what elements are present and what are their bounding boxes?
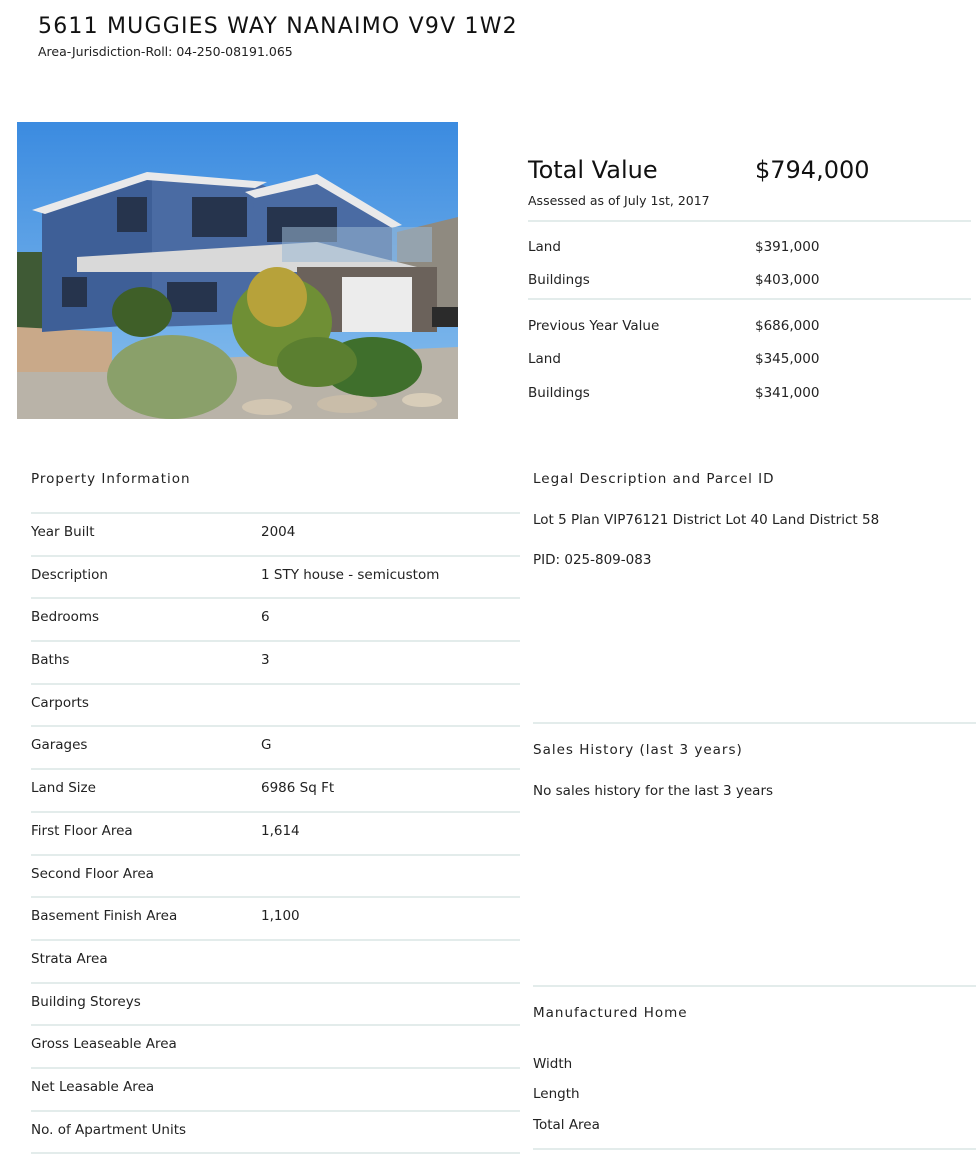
row-label: No. of Apartment Units [31, 1121, 187, 1138]
roll-number: Area-Jurisdiction-Roll: 04-250-08191.065 [38, 44, 293, 59]
row-label: Second Floor Area [31, 865, 154, 882]
row-label: Carports [31, 694, 89, 711]
previous-buildings-value: $341,000 [755, 385, 820, 401]
divider [528, 298, 971, 300]
row-label: First Floor Area [31, 822, 133, 839]
previous-year-label: Previous Year Value [528, 318, 660, 334]
previous-land-value: $345,000 [755, 351, 820, 367]
row-label: Gross Leaseable Area [31, 1036, 177, 1053]
row-value: 6 [261, 609, 270, 626]
row-value: 1 STY house - semicustom [261, 566, 440, 583]
divider [533, 722, 976, 724]
sales-history-text: No sales history for the last 3 years [533, 783, 774, 799]
current-buildings-label: Buildings [528, 272, 590, 288]
house-photo [17, 122, 458, 419]
table-row [31, 512, 520, 555]
divider [533, 985, 976, 987]
table-row [31, 1110, 520, 1155]
row-label: Bedrooms [31, 609, 100, 626]
row-value: 6986 Sq Ft [261, 780, 335, 797]
row-label: Garages [31, 737, 88, 754]
house-photo-icon [17, 122, 458, 419]
current-land-value: $391,000 [755, 239, 820, 255]
table-row [31, 555, 520, 598]
table-row [31, 597, 520, 640]
table-row [31, 982, 520, 1025]
legal-heading: Legal Description and Parcel ID [533, 471, 775, 487]
row-value: G [261, 737, 272, 754]
width-label: Width [533, 1056, 573, 1072]
table-row [31, 1024, 520, 1067]
table-row [31, 811, 520, 854]
legal-description: Lot 5 Plan VIP76121 District Lot 40 Land District 58 [533, 512, 880, 528]
current-buildings-value: $403,000 [755, 272, 820, 288]
total-value-label: Total Value [528, 156, 658, 184]
assessed-date: Assessed as of July 1st, 2017 [528, 193, 710, 208]
divider [533, 1148, 976, 1150]
row-label: Land Size [31, 780, 96, 797]
row-value: 1,614 [261, 822, 300, 839]
table-row [31, 939, 520, 982]
sales-history-heading: Sales History (last 3 years) [533, 742, 743, 758]
page-title: 5611 MUGGIES WAY NANAIMO V9V 1W2 [38, 14, 518, 39]
previous-buildings-label: Buildings [528, 385, 590, 401]
row-label: Baths [31, 652, 70, 669]
total-value-amount: $794,000 [755, 156, 870, 184]
table-row [31, 768, 520, 811]
row-label: Year Built [31, 524, 95, 540]
row-value: 1,100 [261, 908, 300, 925]
previous-land-label: Land [528, 351, 561, 367]
current-land-label: Land [528, 239, 561, 255]
row-value: 3 [261, 652, 270, 669]
property-info-table [31, 512, 520, 1154]
row-value: 2004 [261, 524, 296, 540]
table-row [31, 683, 520, 726]
table-row [31, 896, 520, 939]
row-label: Description [31, 566, 108, 583]
table-row [31, 725, 520, 768]
divider [528, 220, 971, 222]
property-info-heading: Property Information [31, 471, 191, 487]
table-row [31, 1067, 520, 1110]
parcel-id: PID: 025-809-083 [533, 552, 652, 568]
row-label: Net Leasable Area [31, 1078, 155, 1095]
row-label: Strata Area [31, 950, 108, 967]
row-label: Basement Finish Area [31, 908, 178, 925]
length-label: Length [533, 1086, 580, 1102]
table-row [31, 640, 520, 683]
manufactured-home-heading: Manufactured Home [533, 1005, 688, 1021]
previous-year-value: $686,000 [755, 318, 820, 334]
total-area-label: Total Area [533, 1117, 600, 1133]
table-row [31, 854, 520, 897]
row-label: Building Storeys [31, 993, 141, 1010]
